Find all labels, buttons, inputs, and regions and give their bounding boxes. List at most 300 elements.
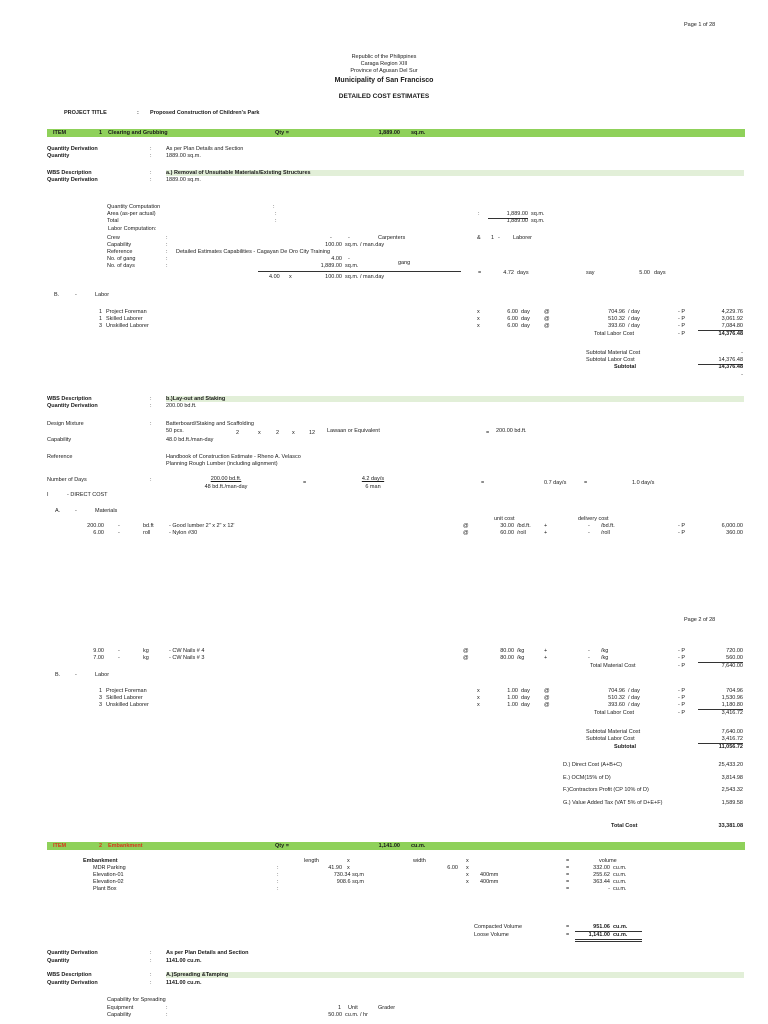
vat-label: G.) Value Added Tax (VAT 5% of D+E+F)	[563, 800, 663, 806]
equals: =	[303, 480, 307, 486]
colon: :	[150, 170, 152, 176]
material-description: - CW Nails # 3	[169, 655, 205, 661]
days-result-unit: days	[517, 270, 529, 276]
qty-label: Qty =	[275, 129, 289, 136]
subtotal-material-cost-value: -	[741, 350, 743, 356]
days-rounded: 1.0 day/s	[632, 480, 655, 486]
compacted-volume-value: 951.06	[593, 924, 610, 930]
embankment-heading: Embankment	[83, 858, 118, 864]
labor-qty: 6.00	[507, 323, 518, 329]
project-title-label: PROJECT TITLE	[64, 110, 107, 116]
equals: =	[566, 886, 570, 892]
times: x	[477, 688, 480, 694]
delivery-cost: -	[588, 530, 590, 536]
capability-for-spreading-label: Capability for Spreading	[107, 997, 166, 1003]
compacted-volume-label: Compacted Volume	[474, 924, 522, 930]
wbs-description-value: a.) Removal of Unsuitable Materials/Existing Structures	[166, 170, 311, 176]
total-cost-value: 33,381.08	[718, 823, 743, 829]
labor-unit: day	[521, 316, 530, 322]
table-row: 7.00	[93, 655, 104, 661]
days-numerator: 200.00 bd.ft.	[210, 476, 242, 482]
dash: -	[75, 508, 77, 514]
subtotal-label: Subtotal	[614, 364, 636, 370]
quantity-derivation-label: Quantity Derivation	[47, 950, 98, 956]
contractors-profit-label: F.)Contractors Profit (CP 10% of D)	[563, 787, 649, 793]
denominator-gang: 4.00	[269, 274, 280, 280]
quantity-label: Quantity	[47, 153, 70, 159]
unit-cost-unit: /roll	[517, 530, 526, 536]
peso: - P	[678, 323, 686, 329]
loose-volume-label: Loose Volume	[474, 932, 509, 938]
colon: :	[150, 403, 152, 409]
material-unit: roll	[143, 530, 151, 536]
reference-label: Reference	[47, 454, 73, 460]
total-labor-cost-value: 3,416.72	[721, 710, 743, 716]
contractors-profit-value: 2,543.32	[721, 787, 743, 793]
quantity-derivation-label: Quantity Derivation	[47, 980, 98, 986]
plus: +	[544, 648, 548, 654]
table-row: 1	[98, 309, 102, 315]
labor-name: Project Foreman	[106, 309, 147, 315]
labor-per: / day	[628, 316, 640, 322]
at: @	[463, 655, 469, 661]
quantity-derivation-label: Quantity Derivation	[47, 146, 98, 152]
times: x	[477, 323, 480, 329]
equals: =	[566, 924, 570, 930]
table-row: MDR Parking	[93, 865, 126, 871]
colon: :	[150, 972, 152, 978]
peso: - P	[678, 331, 686, 337]
dash: -	[118, 655, 120, 661]
capability-unit: sq.m. / man.day	[345, 242, 385, 248]
colon: :	[277, 872, 279, 878]
labor-amount: 4,229.76	[721, 309, 743, 315]
header-line-2: Caraga Region XIII	[360, 61, 408, 67]
delivery-cost: -	[588, 523, 590, 529]
document-title: DETAILED COST ESTIMATES	[338, 93, 430, 100]
header-line-3: Province of Agusan Del Sur	[350, 68, 418, 74]
times: x	[466, 858, 469, 864]
table-row: 9.00	[93, 648, 104, 654]
item-label: ITEM	[53, 842, 67, 849]
capability-value: 50.00	[328, 1012, 342, 1018]
no-of-days-label: No. of days	[107, 263, 135, 269]
labor-name: Unskilled Laborer	[106, 702, 149, 708]
dash: -	[330, 235, 332, 241]
peso: - P	[678, 523, 686, 529]
colon: :	[166, 235, 168, 241]
days-result: 0.7 day/s	[544, 480, 567, 486]
peso: - P	[678, 663, 686, 669]
subtotal-value: 11,056.72	[718, 744, 743, 750]
delivery-cost-unit: /roll	[601, 530, 610, 536]
labor-rate: 510.32	[608, 695, 625, 701]
table-row: 6.00	[93, 530, 104, 536]
days-numerator-2: 4.2 day/s	[361, 476, 385, 482]
labor-qty: 6.00	[507, 316, 518, 322]
unit-cost-unit: /kg	[517, 655, 525, 661]
qty-value: 1,141.00	[378, 842, 400, 849]
total-labor-cost-label: Total Labor Cost	[594, 331, 635, 337]
area-value: 908.6 sq.m	[336, 879, 364, 885]
item-name: Embankment	[108, 842, 143, 849]
material-description: - Good lumber 2" x 2" x 12'	[169, 523, 235, 529]
labor-qty: 1.00	[507, 695, 518, 701]
colon: :	[150, 958, 152, 964]
labor-name: Project Foreman	[106, 688, 147, 694]
page-number: Page 2 of 28	[684, 617, 716, 623]
labor-qty: 1.00	[507, 702, 518, 708]
number-of-days-label: Number of Days	[47, 477, 87, 483]
times: x	[466, 879, 469, 885]
volume-value: 363.44	[593, 879, 610, 885]
lumber-type: Lawaan or Equivalent	[327, 428, 380, 434]
colon: :	[166, 263, 168, 269]
times: x	[258, 430, 261, 436]
wbs-description-label: WBS Description	[47, 972, 92, 978]
colon: :	[166, 1005, 168, 1011]
reference-detail: Planning Rough Lumber (including alignment)	[166, 461, 278, 467]
subtotal-labor-cost-label: Subtotal Labor Cost	[586, 357, 635, 363]
colon: :	[150, 477, 152, 483]
at: @	[544, 316, 550, 322]
peso: - P	[678, 316, 686, 322]
colon: :	[166, 249, 168, 255]
qty-unit: cu.m.	[411, 842, 426, 849]
colon: :	[150, 396, 152, 402]
materials-heading: Materials	[95, 508, 118, 514]
municipality-title: Municipality of San Francisco	[334, 77, 434, 84]
loose-volume-value: 1,141.00	[588, 932, 610, 938]
volume-value: 255.62	[593, 872, 610, 878]
labor-amount: 7,084.80	[721, 323, 743, 329]
labor-qty: 6.00	[507, 309, 518, 315]
colon: :	[150, 177, 152, 183]
total-material-cost-value: 7,640.00	[721, 663, 743, 669]
colon: :	[166, 256, 168, 262]
height-value: 400mm	[480, 879, 499, 885]
project-title-value: Proposed Construction of Children's Park	[150, 110, 260, 116]
labor-name: Skilled Laborer	[106, 316, 143, 322]
total-labor-cost-label: Total Labor Cost	[594, 710, 635, 716]
colon: :	[277, 879, 279, 885]
no-of-gang-label: No. of gang	[107, 256, 136, 262]
times: x	[466, 865, 469, 871]
days-numerator-unit: sq.m.	[345, 263, 359, 269]
gang-value: 4.00	[331, 256, 342, 262]
at: @	[544, 309, 550, 315]
area-value: 730.34 sq.m	[333, 872, 364, 878]
labor-rate: 393.60	[608, 702, 625, 708]
table-row: Plant Box	[93, 886, 117, 892]
roman-numeral: I	[47, 492, 49, 498]
length-header: length	[304, 858, 319, 864]
subtotal-labor-cost-label: Subtotal Labor Cost	[586, 736, 635, 742]
colon: :	[478, 211, 480, 217]
vat-value: 1,589.58	[721, 800, 743, 806]
at: @	[544, 695, 550, 701]
denominator-unit: sq.m. / man.day	[345, 274, 385, 280]
wbs-description-value: b.)Lay-out and Staking	[166, 396, 226, 402]
table-row: 3	[98, 702, 102, 708]
quantity-derivation-value: As per Plan Details and Section	[166, 146, 244, 152]
section-a-letter: A.	[55, 508, 61, 514]
labor-name: Unskilled Laborer	[106, 323, 149, 329]
crew-label: Crew	[107, 235, 120, 241]
capability-label: Capability	[107, 242, 132, 248]
labor-computation-label: Labor Computation:	[108, 226, 157, 232]
labor-unit: day	[521, 309, 530, 315]
labor-heading: Labor	[95, 672, 110, 678]
times: x	[292, 430, 295, 436]
volume-unit: cu.m.	[613, 872, 627, 878]
dash: -	[75, 292, 77, 298]
area-value: 1,889.00	[506, 211, 528, 217]
colon: :	[150, 980, 152, 986]
labor-rate: 393.60	[608, 323, 625, 329]
dash: -	[348, 256, 350, 262]
equals: =	[486, 430, 490, 436]
labor-per: / day	[628, 323, 640, 329]
dash: -	[348, 235, 350, 241]
labor-rate: 704.96	[608, 688, 625, 694]
area-unit: sq.m.	[531, 211, 545, 217]
colon: :	[150, 153, 152, 159]
table-row: Elevation-02	[93, 879, 124, 885]
times: x	[477, 309, 480, 315]
labor-unit: day	[521, 702, 530, 708]
labor-qty: 1.00	[507, 688, 518, 694]
quantity-derivation-label: Quantity Derivation	[47, 177, 98, 183]
colon: :	[166, 1012, 168, 1018]
labor-amount: 1,530.96	[721, 695, 743, 701]
colon: :	[273, 204, 275, 210]
ocm-label: E.) OCM(15% of D)	[563, 775, 611, 781]
quantity-derivation-value: 1889.00 sq.m.	[166, 177, 201, 183]
volume-value: 332.00	[593, 865, 610, 871]
quantity-derivation-value: 200.00 bd.ft.	[166, 403, 197, 409]
volume-unit: cu.m.	[613, 879, 627, 885]
colon: :	[275, 211, 277, 217]
colon: :	[150, 146, 152, 152]
plus: +	[544, 523, 548, 529]
labor-per: / day	[628, 688, 640, 694]
material-unit: bd.ft	[143, 523, 154, 529]
height-value: 400mm	[480, 872, 499, 878]
unit-cost: 80.00	[500, 648, 514, 654]
labor-unit: day	[521, 323, 530, 329]
wbs-description-value: A.)Spreading &Tamping	[166, 972, 229, 978]
equals: =	[566, 872, 570, 878]
dimension: 12	[309, 430, 316, 436]
width-header: width	[413, 858, 426, 864]
unit-cost: 60.00	[500, 530, 514, 536]
capability-value: 48.0 bd.ft./man-day	[166, 437, 214, 443]
colon: :	[150, 950, 152, 956]
labor-amount: 1,180.80	[721, 702, 743, 708]
reference-label: Reference	[107, 249, 133, 255]
table-row: Elevation-01	[93, 872, 124, 878]
times: x	[466, 872, 469, 878]
times: x	[347, 858, 350, 864]
fraction-line	[258, 271, 461, 272]
capability-unit: cu.m. / hr	[345, 1012, 368, 1018]
header-line-1: Republic of the Philippines	[351, 54, 417, 60]
pieces: 50 pcs.	[166, 428, 184, 434]
say-label: say	[586, 270, 595, 276]
table-row: 1	[98, 316, 102, 322]
material-amount: 360.00	[726, 530, 743, 536]
total-label: Total	[107, 218, 119, 224]
wbs-description-label: WBS Description	[47, 170, 92, 176]
labor-rate: 704.96	[608, 309, 625, 315]
quantity-computation-label: Quantity Computation	[107, 204, 161, 210]
design-mixture-label: Design Mixture	[47, 421, 84, 427]
equals: =	[566, 858, 570, 864]
wbs-description-label: WBS Description	[47, 396, 92, 402]
equipment-count: 1	[338, 1005, 342, 1011]
unit-cost-unit: /kg	[517, 648, 525, 654]
subtotal-label: Subtotal	[614, 744, 636, 750]
total-labor-cost-value: 14,376.48	[718, 331, 743, 337]
times: x	[477, 695, 480, 701]
equals: =	[584, 480, 588, 486]
total-unit: sq.m.	[531, 218, 545, 224]
times: x	[477, 702, 480, 708]
dash: -	[118, 530, 120, 536]
section-b-letter: B.	[55, 672, 61, 678]
total-material-cost-label: Total Material Cost	[590, 663, 636, 669]
total-cost-label: Total Cost	[611, 823, 638, 829]
volume-unit: cu.m.	[613, 886, 627, 892]
labor-per: / day	[628, 695, 640, 701]
peso: - P	[678, 648, 686, 654]
delivery-cost-header: delivery cost	[578, 516, 609, 522]
at: @	[463, 648, 469, 654]
material-amount: 6,000.00	[721, 523, 743, 529]
dimension: 2	[236, 430, 240, 436]
wbs-bar	[166, 972, 744, 978]
direct-cost-value: 25,433.20	[718, 762, 743, 768]
days-denominator: 48 bd.ft./man-day	[204, 484, 248, 490]
subtotal-value: 14,376.48	[718, 364, 743, 370]
dash: -	[498, 235, 500, 241]
board-feet-value: 200.00 bd.ft.	[496, 428, 527, 434]
item-number: 1	[99, 129, 103, 136]
width-value: 6.00	[447, 865, 458, 871]
area-label: Area (as-per actual)	[107, 211, 156, 217]
volume-value: -	[608, 886, 610, 892]
quantity-value: 1141.00 cu.m.	[166, 958, 202, 964]
colon: :	[275, 218, 277, 224]
dimension: 2	[276, 430, 280, 436]
carpenters-label: Carpenters	[378, 235, 406, 241]
labor-amount: 3,061.92	[721, 316, 743, 322]
subtotal-material-cost-label: Subtotal Material Cost	[586, 729, 641, 735]
delivery-cost-unit: /kg	[601, 648, 609, 654]
colon: :	[137, 110, 139, 116]
direct-cost-label: D.) Direct Cost (A+B+C)	[563, 762, 622, 768]
unit-cost-header: unit cost	[494, 516, 515, 522]
ocm-value: 3,814.98	[721, 775, 743, 781]
quantity-value: 1889.00 sq.m.	[166, 153, 201, 159]
reference-value: Detailed Estimates Capabilities - Cagayan De Oro City Training	[176, 249, 331, 255]
peso: - P	[678, 655, 686, 661]
quantity-derivation-value: As per Plan Details and Section	[166, 950, 249, 956]
dash: -	[118, 648, 120, 654]
dash: -	[75, 672, 77, 678]
subtotal-material-cost-value: 7,640.00	[721, 729, 743, 735]
total-value: 1,889.00	[506, 218, 528, 224]
item-number: 2	[99, 842, 103, 849]
subtotal-labor-cost-value: 3,416.72	[721, 736, 743, 742]
reference-value: Handbook of Construction Estimate - Rheno A. Velasco	[166, 454, 301, 460]
subtotal-material-cost-label: Subtotal Material Cost	[586, 350, 641, 356]
material-amount: 560.00	[726, 655, 743, 661]
direct-cost-heading: - DIRECT COST	[67, 492, 108, 498]
equipment-unit: Unit	[348, 1005, 358, 1011]
equals: =	[566, 865, 570, 871]
times: x	[289, 274, 292, 280]
delivery-cost: -	[588, 655, 590, 661]
wbs-bar	[166, 396, 744, 402]
at: @	[463, 523, 469, 529]
colon: :	[150, 421, 152, 427]
peso: - P	[678, 530, 686, 536]
qty-value: 1,889.00	[378, 129, 400, 136]
days-numerator: 1,889.00	[320, 263, 342, 269]
labor-rate: 510.32	[608, 316, 625, 322]
equals: =	[566, 879, 570, 885]
delivery-cost-unit: /kg	[601, 655, 609, 661]
subtotal-labor-cost-value: 14,376.48	[718, 357, 743, 363]
table-row: 3	[98, 323, 102, 329]
days-denominator-2: 6 man	[365, 484, 381, 490]
equipment-label: Equipment	[107, 1005, 134, 1011]
labor-per: / day	[628, 702, 640, 708]
table-row: 3	[98, 695, 102, 701]
dash: -	[741, 372, 743, 378]
at: @	[544, 688, 550, 694]
peso: - P	[678, 309, 686, 315]
ampersand: &	[477, 235, 481, 241]
qty-unit: sq.m.	[411, 129, 426, 136]
capability-label: Capability	[107, 1012, 132, 1018]
material-description: - Nylon #30	[169, 530, 198, 536]
gang-unit: gang	[398, 260, 411, 266]
qty-label: Qty =	[275, 842, 289, 849]
material-description: - CW Nails # 4	[169, 648, 205, 654]
loose-volume-unit: cu.m.	[613, 932, 628, 938]
unit-cost: 80.00	[500, 655, 514, 661]
volume-header: volume	[599, 858, 617, 864]
quantity-derivation-value: 1141.00 cu.m.	[166, 980, 202, 986]
equipment-name: Grader	[378, 1005, 396, 1011]
times: x	[477, 316, 480, 322]
capability-label: Capability	[47, 437, 72, 443]
design-mixture-value: Batterboard/Staking and Scaffolding	[166, 421, 254, 427]
colon: :	[277, 886, 279, 892]
peso: - P	[678, 695, 686, 701]
table-row: 200.00	[87, 523, 104, 529]
plus: +	[544, 530, 548, 536]
colon: :	[277, 865, 279, 871]
length-value: 41.90	[328, 865, 342, 871]
capability-value: 100.00	[325, 242, 342, 248]
unit-cost: 30.00	[500, 523, 514, 529]
days-result: 4.72	[503, 270, 514, 276]
item-name: Clearing and Grubbing	[108, 129, 168, 136]
